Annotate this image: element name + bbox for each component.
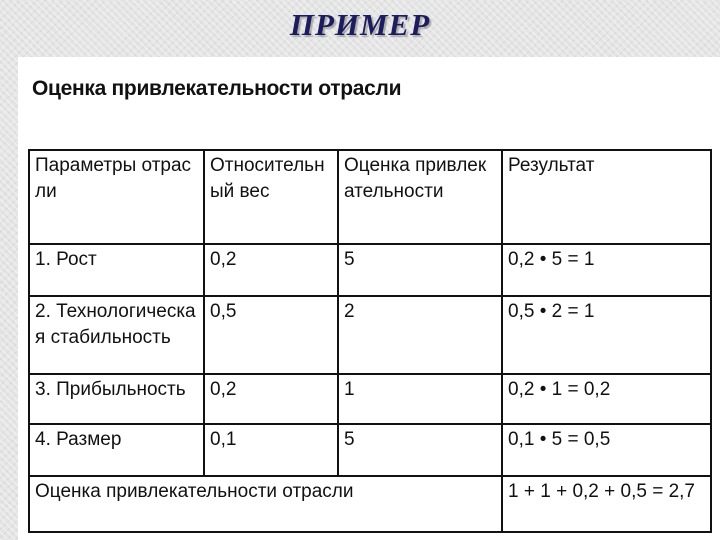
table-row xyxy=(29,244,711,296)
row-weight: 0,5 xyxy=(204,296,338,374)
header-parameters: Параметры отрасли xyxy=(29,150,204,244)
row-weight: 0,2 xyxy=(204,244,338,296)
header-score: Оценка привлекательности xyxy=(338,150,502,244)
table-row xyxy=(29,424,711,476)
table-row xyxy=(29,296,711,374)
row-weight: 0,2 xyxy=(204,374,338,424)
row-score: 5 xyxy=(338,244,502,296)
total-value: 1 + 1 + 0,2 + 0,5 = 2,7 xyxy=(502,476,711,532)
row-score: 2 xyxy=(338,296,502,374)
row-result: 0,5 • 2 = 1 xyxy=(502,296,711,374)
document-heading: Оценка привлекательности отрасли xyxy=(32,77,402,100)
row-result: 0,1 • 5 = 0,5 xyxy=(502,424,711,476)
table-header-row xyxy=(29,150,711,244)
table-total-row xyxy=(29,476,711,532)
row-result: 0,2 • 5 = 1 xyxy=(502,244,711,296)
row-parameter: 4. Размер xyxy=(29,424,204,476)
table-row xyxy=(29,374,711,424)
row-parameter: 2. Технологическая стабильность xyxy=(29,296,204,374)
document-area xyxy=(18,57,720,540)
attractiveness-table xyxy=(28,149,712,533)
row-result: 0,2 • 1 = 0,2 xyxy=(502,374,711,424)
row-parameter: 1. Рост xyxy=(29,244,204,296)
header-result: Результат xyxy=(502,150,711,244)
row-weight: 0,1 xyxy=(204,424,338,476)
row-score: 1 xyxy=(338,374,502,424)
header-weight: Относительный вес xyxy=(204,150,338,244)
row-score: 5 xyxy=(338,424,502,476)
row-parameter: 3. Прибыльность xyxy=(29,374,204,424)
total-label: Оценка привлекательности отрасли xyxy=(29,476,502,532)
slide-title: ПРИМЕР xyxy=(289,7,431,42)
